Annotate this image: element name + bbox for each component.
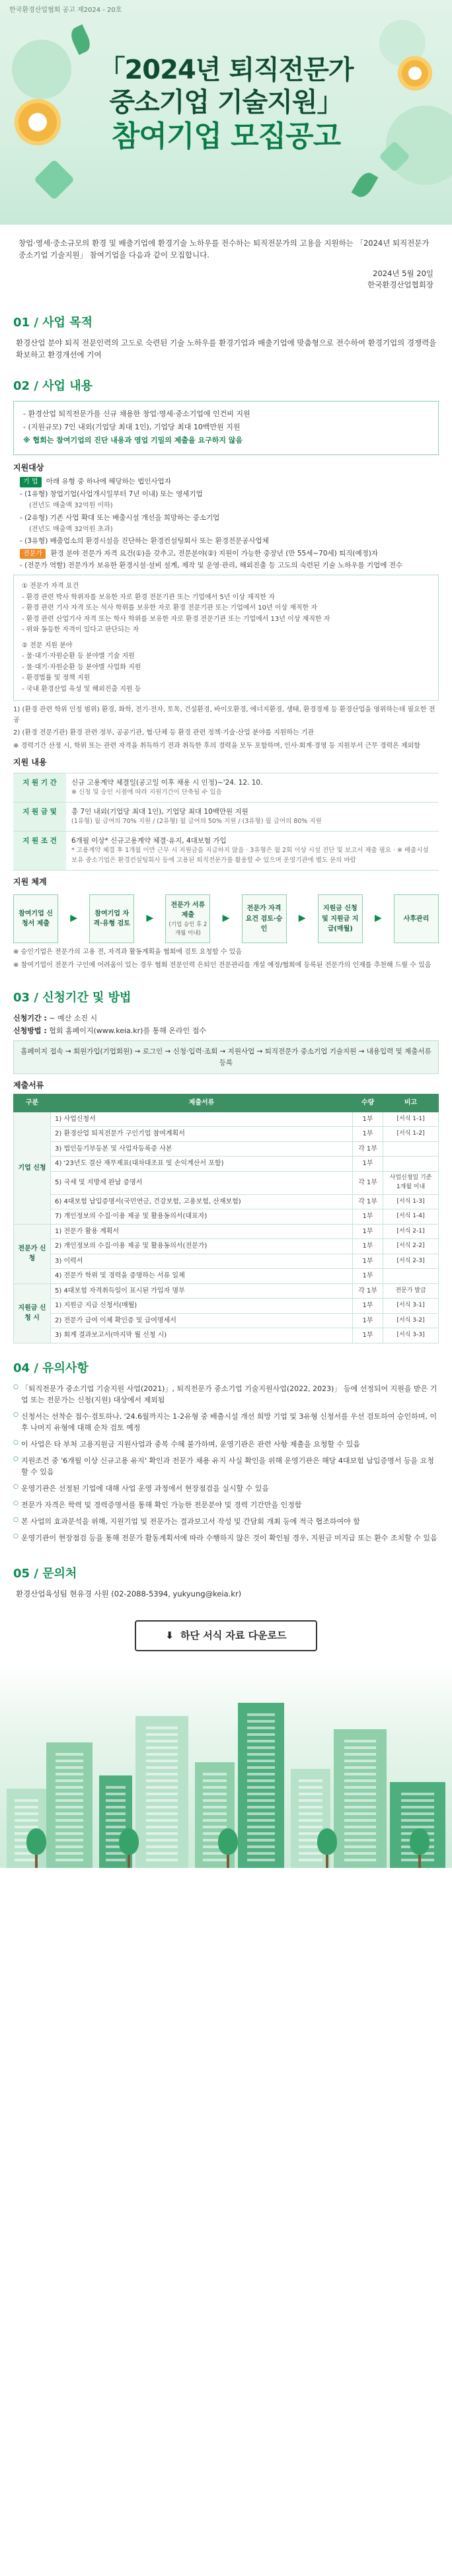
process-heading: 지원 체계 [13, 877, 47, 886]
process-step: 전문가 자격 요건 검토·승인 [242, 894, 287, 943]
table-row [14, 1224, 439, 1239]
section-title: 02 / 사업 내용 [13, 378, 93, 393]
table-row [14, 1299, 439, 1314]
docs-heading: 제출서류 [13, 1080, 44, 1090]
announce-org: 한국환경산업협회장 [367, 280, 433, 290]
process-note: ※ 참여기업이 전문가 구인에 어려움이 있는 경우 협회 전문인력 은퇴인 전문관리를 개설 예정/협회에 등록된 전문가의 인재를 추천해 드릴 수 있음 [13, 961, 432, 969]
type-2: - (2유형) 기존 사업 확대 또는 배출시설 개선을 희망하는 중소기업 [20, 513, 220, 522]
table-header: 구분 제출서류 수량 비고 [14, 1094, 439, 1112]
table-row [14, 1328, 439, 1343]
target-heading: 지원대상 [13, 462, 44, 472]
list-item: ○ 「퇴직전문가 중소기업 기술지원 사업(2021)」, 퇴직전문가 중소기업 기술지원사업(2022, 2023)」 등에 선정되어 지원을 받은 기업 또는 전문가는 신청(지원) 대상에서 제외됨 [13, 1383, 439, 1406]
target-expert [13, 548, 439, 559]
table-row [14, 1112, 439, 1127]
doc-note: [서식 2-2] [383, 1239, 439, 1254]
tree-illustration [317, 1828, 337, 1868]
arrow-right-icon: ▶ [146, 913, 154, 924]
doc-qty: 1부 [353, 1328, 383, 1343]
doc-name: 1) 전문가 활용 계획서 [51, 1224, 353, 1239]
process-step: 지원금 신청 및 지원금 지급(매월) [318, 894, 363, 943]
doc-name: 1) 사업신청서 [51, 1112, 353, 1127]
expert-line: 환경 분야 전문가 자격 요건(①)을 갖추고, 전문분야(②) 지원이 가능한 중장년 (만 55세~70세) 퇴직(예정)자 [50, 549, 378, 557]
intro [0, 225, 452, 303]
doc-name: 2) 전문가 급여 이체 확인증 및 급여명세서 [51, 1313, 353, 1328]
method-row: 신청방법 : 협회 홈페이지(www.keia.kr)를 통해 온라인 접수 [13, 1026, 206, 1036]
doc-name: 3) 법인등기부등본 및 사업자등록증 사본 [51, 1141, 353, 1157]
list-item: ○ 운영기관은 선정된 기업에 대해 사업 운영 과정에서 현장점검을 실시할 수 있음 [13, 1483, 439, 1494]
title-line-3: 참여기업 모집공고 [111, 119, 341, 153]
list-item: ○ 이 사업은 타 부처 고용지원금 지원사업과 중복 수혜 불가하며, 운영기관은 관련 사항 제출을 요청할 수 있음 [13, 1439, 439, 1450]
summary-line: - (지원규모) 7인 내외(기업당 최대 1인), 기업당 최대 10백만원 지원 [23, 422, 241, 431]
row-key: 지 원 조 건 [13, 832, 66, 871]
doc-note [383, 1141, 439, 1157]
summary-box [13, 401, 439, 455]
list-item: ○ 전문가 자격은 학력 및 경력증명서를 통해 확인 가능한 전문분야 및 경력 기간만을 인정함 [13, 1499, 439, 1511]
cube-icon [34, 159, 75, 200]
doc-qty: 1부 [353, 1313, 383, 1328]
doc-note: [서식 1-2] [383, 1127, 439, 1142]
arrow-right-icon: ▶ [70, 913, 77, 924]
doc-group: 전문가 신청 [14, 1224, 51, 1283]
building-illustration [46, 1742, 93, 1868]
doc-qty: 1부 [353, 1112, 383, 1127]
doc-qty: 각 1부 [353, 1171, 383, 1194]
row-key: 지 원 금 및 [13, 803, 66, 832]
section-title: 03 / 신청기간 및 방법 [13, 991, 132, 1005]
doc-note: [서식 2-1] [383, 1224, 439, 1239]
field-heading: ② 전문 지원 분야 [22, 641, 73, 649]
doc-qty: 각 1부 [353, 1283, 383, 1299]
section-title: 05 / 문의처 [13, 1567, 77, 1581]
page-title [0, 54, 452, 154]
doc-name: 5) 국세 및 지방세 완납 증명서 [51, 1171, 353, 1194]
leaf-icon [68, 24, 94, 55]
doc-name: 3) 회계 결과보고서(마지막 월 신청 시) [51, 1328, 353, 1343]
row-value: 신규 고용계약 체결일(공고일 이후 채용 시 인정)~'24. 12. 10. ※ 신청 및 승인 시점에 따라 지원기간이 단축될 수 있음 [66, 773, 439, 803]
field-item: - 국내 환경산업 육성 및 해외진출 지원 등 [22, 685, 141, 693]
doc-group: 지원금 신청 시 [14, 1283, 51, 1343]
download-icon: ⬇ [165, 1629, 174, 1641]
tree-illustration [218, 1828, 238, 1868]
criteria-item: - 위와 동등한 자격이 있다고 판단되는 자 [22, 626, 139, 634]
support-table [13, 773, 439, 871]
doc-name: 3) 이력서 [51, 1254, 353, 1269]
application-path: 홈페이지 접속 → 회원가입(기업회원) → 로그인 → 신청·입력·조회 → 지원사업 → 퇴직전문가 중소기업 기술지원 → 내용입력 및 제출서류 등록 [13, 1040, 439, 1074]
building-illustration [135, 1716, 188, 1868]
support-heading: 지원 내용 [13, 758, 47, 768]
notes-list [13, 1383, 439, 1544]
tree-illustration [119, 1828, 139, 1868]
doc-name: 2) 개인정보의 수집·이용 제공 및 활용동의서(전문가) [51, 1239, 353, 1254]
table-row [14, 1239, 439, 1254]
field-item: - 환경법률 및 정책 지원 [22, 674, 91, 682]
doc-qty: 1부 [353, 1157, 383, 1172]
doc-qty: 각 1부 [353, 1141, 383, 1157]
doc-note [383, 1157, 439, 1172]
download-button[interactable] [135, 1620, 317, 1651]
doc-note: 전문가 발급 [383, 1283, 439, 1299]
table-row [13, 832, 439, 871]
section-title: 04 / 유의사항 [13, 1361, 89, 1375]
doc-name: 1) 지원금 지급 신청서(매월) [51, 1299, 353, 1314]
doc-qty: 1부 [353, 1224, 383, 1239]
doc-note: 사업신청일 기준 1개월 이내 [383, 1171, 439, 1194]
table-row [14, 1141, 439, 1157]
doc-name: 2) 환경산업 퇴직전문가 구인기업 참여계획서 [51, 1127, 353, 1142]
doc-note: [서식 3-2] [383, 1313, 439, 1328]
expert-role: - (전문가 역할) 전문가가 보유한 환경시설·설비 설계, 제작 및 운영·관리, 해외진출 등 고도의 숙련된 기술 노하우를 기업에 전수 [20, 561, 403, 570]
doc-qty: 1부 [353, 1209, 383, 1225]
building-illustration [334, 1729, 387, 1868]
process-step: 참여기업 신청서 제출 [13, 894, 58, 943]
row-key: 지 원 기 간 [13, 773, 66, 803]
table-row [13, 773, 439, 803]
download-area [0, 1606, 452, 1663]
table-row [13, 803, 439, 832]
list-item: ○ 신청서는 선착순 접수·검토하나, '24.6월까지는 1-2유형 중 배출시설 개선 희망 기업 및 3유형 신청서를 우선 검토하여 승인하며, 이후 나머지 유형에 대해 순차 검토 예정 [13, 1411, 439, 1433]
doc-note: [서식 1-1] [383, 1112, 439, 1127]
table-row [14, 1194, 439, 1209]
footnote: 2) (환경 전문기관) 환경 관련 정부, 공공기관, 협·단체 등 환경 관련 정책·기술·산업 분야를 지원하는 기관 [13, 729, 315, 737]
list-item: ○ 운영기관이 현장점검 등을 통해 전문가 활동계획서에 따라 수행하지 않은 것이 확인될 경우, 지원금 미지급 또는 환수 조치할 수 있음 [13, 1532, 439, 1544]
doc-group: 기업 신청 [14, 1112, 51, 1224]
process-note: ※ 승인기업은 전문가의 고용 전, 자격과 활동계획을 협회에 검토 요청할 수 있음 [13, 948, 242, 956]
title-line-1: 「2024년 퇴직전문가 [98, 55, 354, 85]
footnote: ※ 경력기간 산정 시, 학위 또는 관련 자격을 취득하기 전과 취득한 후의 경력을 모두 포함하며, 인사·회계·경영 등 지원부서 근무 경력은 제외함 [13, 742, 420, 750]
type-1-note: (전년도 매출액 32억원 이하) [29, 502, 113, 510]
criteria-item: - 환경 관련 산업기사 자격 또는 학사 학위를 보유한 자로 환경 전문기관 또는 기업에서 13년 이상 재직한 자 [22, 615, 330, 623]
row-value: 6개월 이상* 신규고용계약 체결·유지, 4대보험 가입 * 고용계약 체결 후 1개월 이만 근무 시 지원금을 지급하지 않음 · 3유형은 월 2회 이상 시설 진단 및 보고서 제출 필요 · ※ 배출시설 보유 중소기업은 환경컨설팅회사 등에 고용된 퇴직전문가를 활용할 수 있으며 운영기관에 별도 문의 바람 [66, 832, 439, 871]
table-row [14, 1209, 439, 1225]
purpose-text: 환경산업 분야 퇴직 전문인력의 고도로 숙련된 기술 노하우를 환경기업과 배출기업에 맞춤형으로 전수하여 환경기업의 경쟁력을 확보하고 환경개선에 기여 [16, 338, 437, 359]
criteria-box [13, 575, 439, 701]
arrow-right-icon: ▶ [298, 913, 306, 924]
process-flow [13, 894, 439, 943]
doc-note: [서식 1-3] [383, 1194, 439, 1209]
building-illustration [238, 1703, 284, 1868]
doc-note: [서식 3-3] [383, 1328, 439, 1343]
process-step: 전문가 서류 제출 (기업 승인 후 2개월 이내) [165, 894, 210, 943]
intro-text: 창업·영세·중소규모의 환경 및 배출기업에 환경기술 노하우를 전수하는 퇴직전문가의 고용을 지원하는 「2024년 퇴직전문가 중소기업 기술지원」 참여기업을 다음과 같이 모집합니다. [19, 238, 430, 260]
criteria-heading: ① 전문가 자격 요건 [22, 583, 79, 590]
doc-name: 4) '23년도 결산 재무제표(대차대조표 및 손익계산서 포함) [51, 1157, 353, 1172]
download-label: 하단 서식 자료 다운로드 [180, 1629, 287, 1641]
table-row [14, 1283, 439, 1299]
contact-line: 환경산업육성팀 현유경 사원 (02-2088-5394, yukyung@keia.kr) [16, 1589, 242, 1599]
tree-illustration [26, 1828, 46, 1868]
table-row [14, 1269, 439, 1284]
section-title: 01 / 사업 목적 [13, 316, 93, 330]
section-contact [0, 1554, 452, 1606]
summary-note: ※ 협회는 참여기업의 진단 내용과 영업 기밀의 제출을 요구하지 않음 [23, 435, 243, 445]
header-banner [0, 0, 452, 225]
doc-note [383, 1269, 439, 1284]
criteria-item: - 환경 관련 기사 자격 또는 석사 학위를 보유한 자로 환경 전문기관 또는 기업에서 10년 이상 재직한 자 [22, 604, 318, 612]
doc-qty: 1부 [353, 1254, 383, 1269]
type-1: - (1유형) 창업기업(사업개시일부터 7년 이내) 또는 영세기업 [20, 489, 203, 498]
table-row [14, 1157, 439, 1172]
doc-qty: 1부 [353, 1127, 383, 1142]
process-step: 사후관리 [394, 894, 439, 943]
field-item: - 물·대기·자원순환 등 분야별 사업화 지원 [22, 663, 141, 671]
doc-name: 4) 전문가 학위 및 경력을 증명하는 서류 일체 [51, 1269, 353, 1284]
criteria-item: - 환경 관련 박사 학위자를 보유한 자로 환경 전문기관 또는 기업에서 5년 이상 재직한 자 [22, 593, 275, 601]
period-row: 신청기간 : ~ 예산 소진 시 [13, 1014, 98, 1023]
notice-number: 한국환경산업협회 공고 제2024 - 20호 [9, 7, 122, 14]
section-content [0, 367, 452, 979]
section-notes [0, 1349, 452, 1554]
target-company [13, 476, 439, 487]
doc-qty: 1부 [353, 1269, 383, 1284]
doc-note: [서식 1-4] [383, 1209, 439, 1225]
doc-note: [서식 3-1] [383, 1299, 439, 1314]
doc-name: 6) 4대보험 납입증명서(국민연금, 건강보험, 고용보험, 산재보험) [51, 1194, 353, 1209]
tree-illustration [410, 1828, 430, 1868]
docs-table [13, 1094, 439, 1343]
doc-qty: 1부 [353, 1299, 383, 1314]
process-step: 참여기업 자격·유형 검토 [89, 894, 134, 943]
table-row [14, 1313, 439, 1328]
list-item: ○ 본 사업의 효과분석을 위해, 지원기업 및 전문가는 결과보고서 작성 및 간담회 개최 등에 적극 협조하여야 함 [13, 1516, 439, 1527]
arrow-right-icon: ▶ [222, 913, 230, 924]
leaf-icon [352, 170, 379, 201]
footnote: 1) (환경 관련 학위 인정 범위) 환경, 화학, 전기·전자, 토목, 건설환경, 바이오환경, 에너지환경, 생태, 환경경제 등 환경산업을 영위하는데 필요한 전공 [13, 706, 435, 724]
doc-qty: 1부 [353, 1239, 383, 1254]
summary-line: - 환경산업 퇴직전문가를 신규 채용한 창업·영세·중소기업에 인건비 지원 [23, 409, 250, 418]
type-3: - (3유형) 배출업소의 환경시설을 진단하는 환경컨설팅회사 또는 환경전문공사업체 [20, 537, 269, 546]
list-item: ○ 지원조건 중 '6개월 이상 신규고용 유지' 확인과 전문가 채용 유지 사실 확인을 위해 운영기관은 해당 4대보험 납입증명서 등을 요청할 수 있음 [13, 1455, 439, 1478]
section-schedule [0, 978, 452, 1348]
expert-tag: 전문가 [20, 549, 46, 559]
footer-illustration [0, 1663, 452, 1868]
table-row [14, 1254, 439, 1269]
section-purpose [0, 303, 452, 367]
doc-note: [서식 2-3] [383, 1254, 439, 1269]
doc-name: 7) 개인정보의 수집·이용 제공 및 활용동의서(대표자) [51, 1209, 353, 1225]
type-2-note: (전년도 매출액 32억원 초과) [29, 525, 113, 533]
doc-name: 5) 4대보험 자격취득일이 표시된 가입자 명부 [51, 1283, 353, 1299]
table-row [14, 1171, 439, 1194]
arrow-right-icon: ▶ [374, 913, 382, 924]
table-row [14, 1127, 439, 1142]
announce-date: 2024년 5월 20일 [373, 268, 433, 278]
field-item: - 물·대기·자원순환 등 분야별 기술 지원 [22, 653, 135, 661]
company-tag: 기 업 [20, 477, 42, 487]
row-value: 총 7인 내외(기업당 최대 1인), 기업당 최대 10백만원 지원 (1유형) 월 급여의 70% 지원 / (2유형) 월 급여의 50% 지원 / (3유형) 월 급여의 80% 지원 [66, 803, 439, 832]
title-line-2: 중소기업 기술지원」 [109, 87, 343, 118]
target-intro: 아래 유형 중 하나에 해당하는 법인사업자 [46, 478, 171, 486]
doc-qty: 각 1부 [353, 1194, 383, 1209]
